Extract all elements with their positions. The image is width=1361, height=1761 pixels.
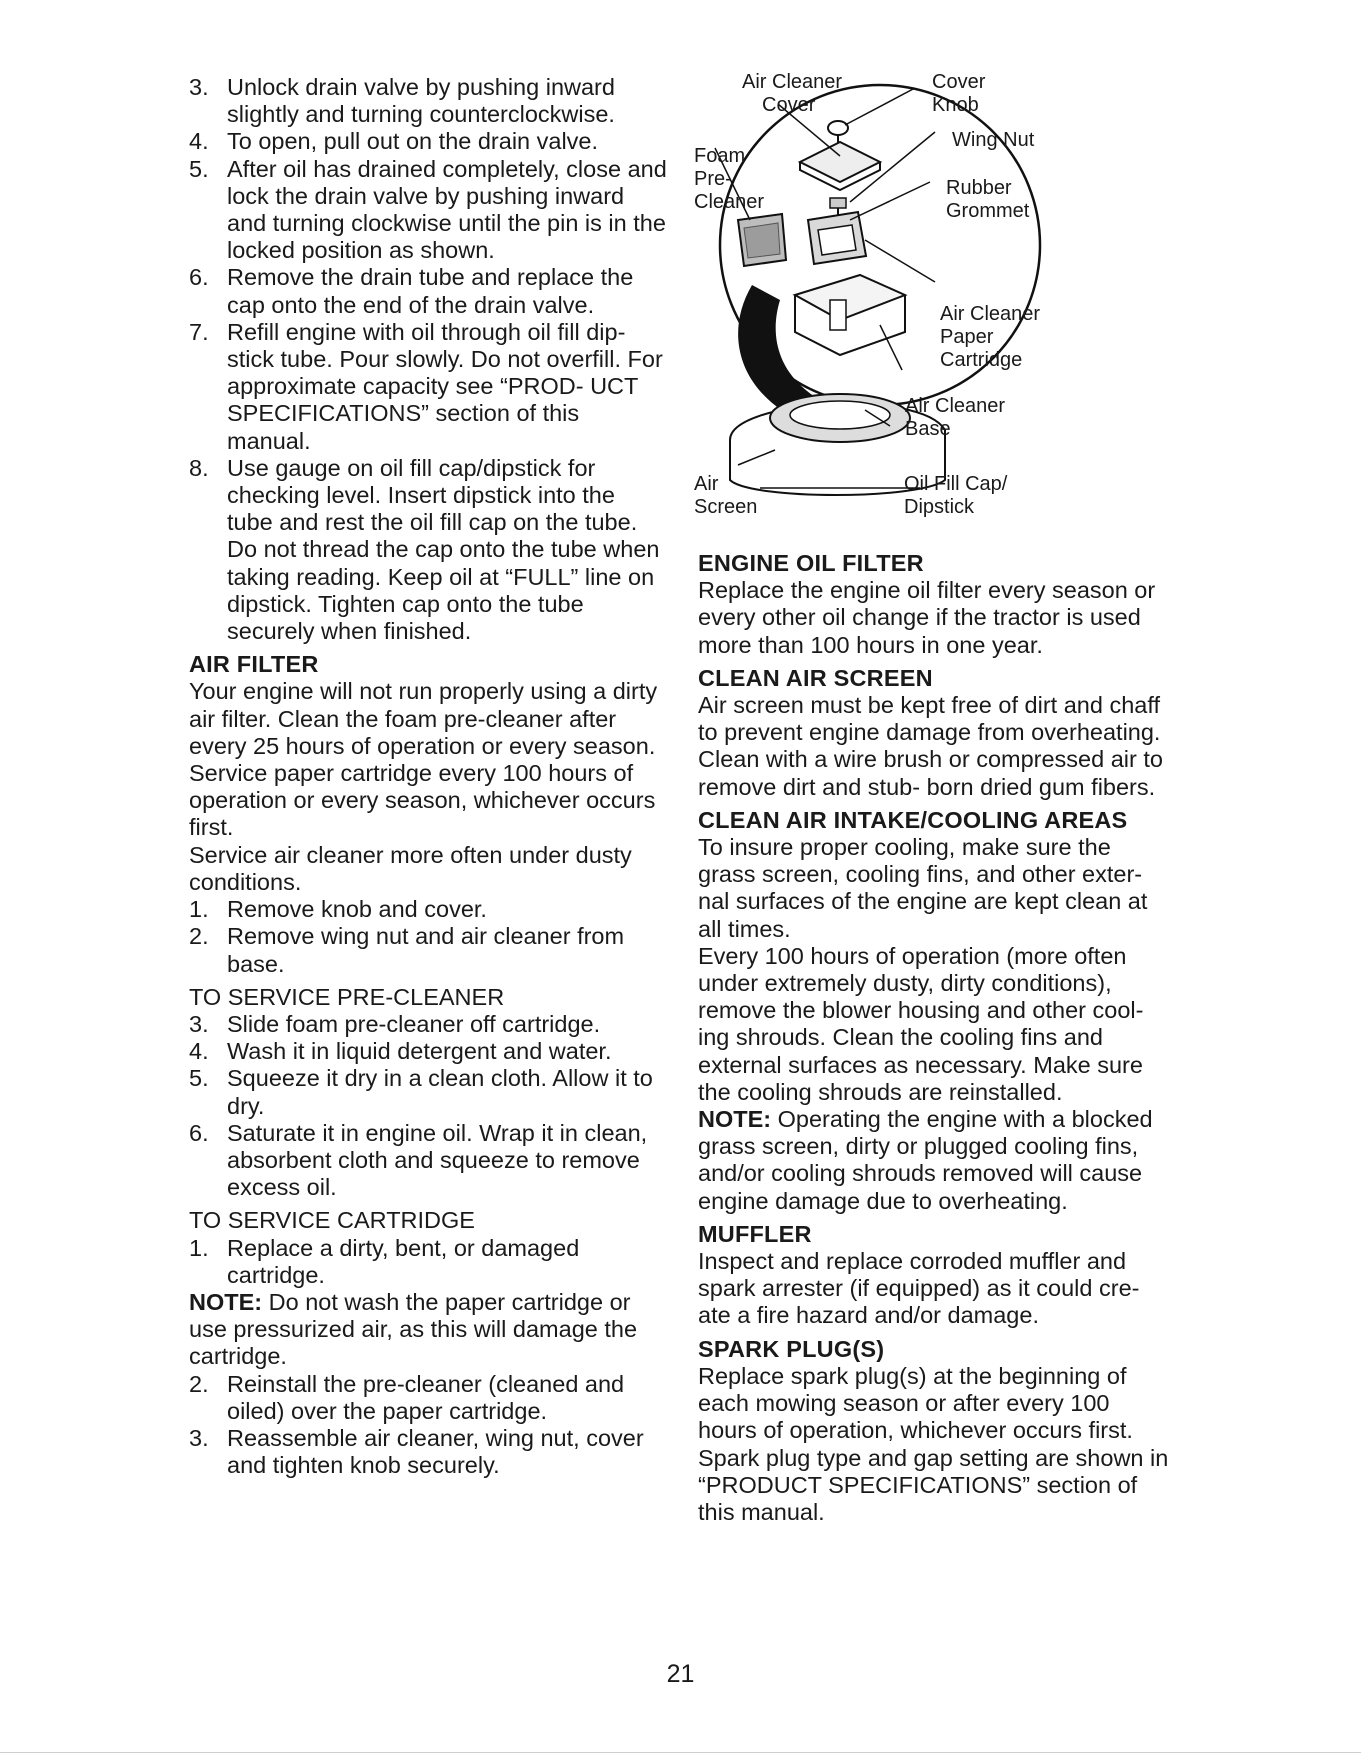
note [698, 1106, 1174, 1215]
note-text: Do not wash the paper cartridge or use pressurized air, as this will damage the cartridge. [189, 1288, 638, 1370]
page-number: 21 [666, 1660, 695, 1688]
section-heading-engine-oil-filter: ENGINE OIL FILTER [698, 550, 924, 576]
paragraph: Air screen must be kept free of dirt and chaff to prevent engine damage from overheating. Clean with a wire brush or compressed air to remove dirt and stub- born dried gum fibers. [698, 692, 1163, 800]
label-oil-fill-cap: Dipstick [904, 496, 975, 518]
label-paper-cartridge: Cartridge [940, 349, 1023, 371]
list-item: 3. Unlock drain valve by pushing inward slightly and turning counterclockwise. [189, 74, 615, 128]
label-air-screen: Screen [694, 496, 758, 518]
label-air-cleaner-base: Air Cleaner [905, 395, 1006, 417]
paragraph: Inspect and replace corroded muffler and spark arrester (if equipped) as it could cre- ate a fire hazard and/or damage. [698, 1248, 1140, 1329]
section-heading-spark-plug: SPARK PLUG(S) [698, 1335, 885, 1362]
paper-cartridge-icon [808, 212, 866, 264]
subheading-pre-cleaner: TO SERVICE PRE-CLEANER [189, 983, 505, 1010]
label-air-screen: Air [694, 473, 719, 495]
left-column [189, 74, 667, 1479]
label-foam-pre-cleaner: Cleaner [694, 191, 765, 213]
subheading-cartridge: TO SERVICE CARTRIDGE [189, 1207, 475, 1234]
air-cleaner-cover-icon [800, 142, 880, 190]
foam-pre-cleaner-icon [738, 214, 786, 266]
list-item: 2. Reinstall the pre-cleaner (cleaned and oiled) over the paper cartridge. [189, 1370, 625, 1424]
list-item: 8. Use gauge on oil fill cap/dipstick for checking level. Insert dipstick into the tube and rest the oil fill cap on the tube. Do not thread the cap onto the tube when taking reading. Keep oil at “FULL” line on dipstick. Tighten cap onto the tube securely when finished. [189, 454, 660, 645]
section-heading-clean-air-screen: CLEAN AIR SCREEN [698, 664, 933, 691]
air-cleaner-exploded-view [690, 70, 1170, 530]
note-label: NOTE: [189, 1288, 263, 1315]
label-air-cleaner-cover: Air Cleaner [742, 71, 843, 93]
list-item: 1. Remove knob and cover. [189, 896, 487, 923]
label-paper-cartridge: Air Cleaner [940, 303, 1041, 325]
list-item: 5. Squeeze it dry in a clean cloth. Allow it to dry. [189, 1065, 653, 1119]
section-heading-air-filter: AIR FILTER [189, 651, 319, 678]
label-air-cleaner-cover: Cover [762, 94, 816, 116]
list-item: 6. Saturate it in engine oil. Wrap it in clean, absorbent cloth and squeeze to remove excess oil. [189, 1119, 648, 1201]
list-item: 7. Refill engine with oil through oil fill dip- stick tube. Pour slowly. Do not overfill. For approximate capacity see “PROD- UCT SPECIFICATIONS” section of this manual. [189, 318, 663, 454]
paragraph: Replace the engine oil filter every season or every other oil change if the tractor is used more than 100 hours in one year. [698, 577, 1156, 658]
list-item: 6. Remove the drain tube and replace the cap onto the end of the drain valve. [189, 264, 634, 318]
label-foam-pre-cleaner: Pre- [694, 168, 732, 190]
list-item: 4. To open, pull out on the drain valve. [189, 128, 599, 155]
label-rubber-grommet: Grommet [946, 200, 1030, 222]
label-cover-knob: Knob [932, 94, 979, 116]
paragraph: Service air cleaner more often under dusty conditions. [189, 841, 632, 895]
list-item: 2. Remove wing nut and air cleaner from base. [189, 923, 625, 977]
label-foam-pre-cleaner: Foam [694, 145, 746, 167]
label-paper-cartridge: Paper [940, 326, 994, 348]
list-item: 1. Replace a dirty, bent, or damaged cartridge. [189, 1234, 580, 1288]
section-heading-muffler: MUFFLER [698, 1220, 812, 1247]
list-item: 3. Slide foam pre-cleaner off cartridge. [189, 1010, 601, 1037]
label-rubber-grommet: Rubber [946, 177, 1012, 199]
right-column [698, 544, 1174, 1526]
paragraph: To insure proper cooling, make sure the grass screen, cooling fins, and other exter- nal surfaces of the engine are kept clean at all times. [698, 834, 1148, 942]
section-heading-cooling-areas: CLEAN AIR INTAKE/COOLING AREAS [698, 806, 1128, 833]
paragraph: Every 100 hours of operation (more often under extremely dusty, dirty conditions), remove the blower housing and other cool- ing shrouds. Clean the cooling fins and external surfaces as necessary. Make sure the cooling shrouds are reinstalled. [698, 942, 1144, 1105]
label-cover-knob: Cover [932, 71, 986, 93]
paragraph: Your engine will not run properly using a dirty air filter. Clean the foam pre-cleaner after every 25 hours of operation or every season. Service paper cartridge every 100 hours of operation or every season, whichever occurs first. [189, 678, 658, 841]
label-wing-nut: Wing Nut [952, 129, 1035, 151]
note-label: NOTE: [698, 1106, 772, 1133]
note [189, 1289, 667, 1371]
note-text: Operating the engine with a blocked grass screen, dirty or plugged cooling fins, and/or cooling shrouds removed will cause engine damage due to overheating. [698, 1106, 1153, 1214]
label-oil-fill-cap: Oil Fill Cap/ [904, 473, 1008, 495]
air-cleaner-diagram [690, 70, 1170, 530]
list-item: 3. Reassemble air cleaner, wing nut, cover and tighten knob securely. [189, 1424, 644, 1479]
list-item: 5. After oil has drained completely, close and lock the drain valve by pushing inward and turning clockwise until the pin is in the locked position as shown. [189, 155, 667, 264]
paragraph: Replace spark plug(s) at the beginning of each mowing season or after every 100 hours of operation, whichever occurs first. Spark plug type and gap setting are shown in “PRODUCT SPECIFICATIONS” section of this manual. [698, 1362, 1169, 1525]
label-air-cleaner-base: Base [905, 418, 951, 440]
bottom-rule [0, 1752, 1361, 1753]
list-item: 4. Wash it in liquid detergent and water. [189, 1038, 612, 1065]
